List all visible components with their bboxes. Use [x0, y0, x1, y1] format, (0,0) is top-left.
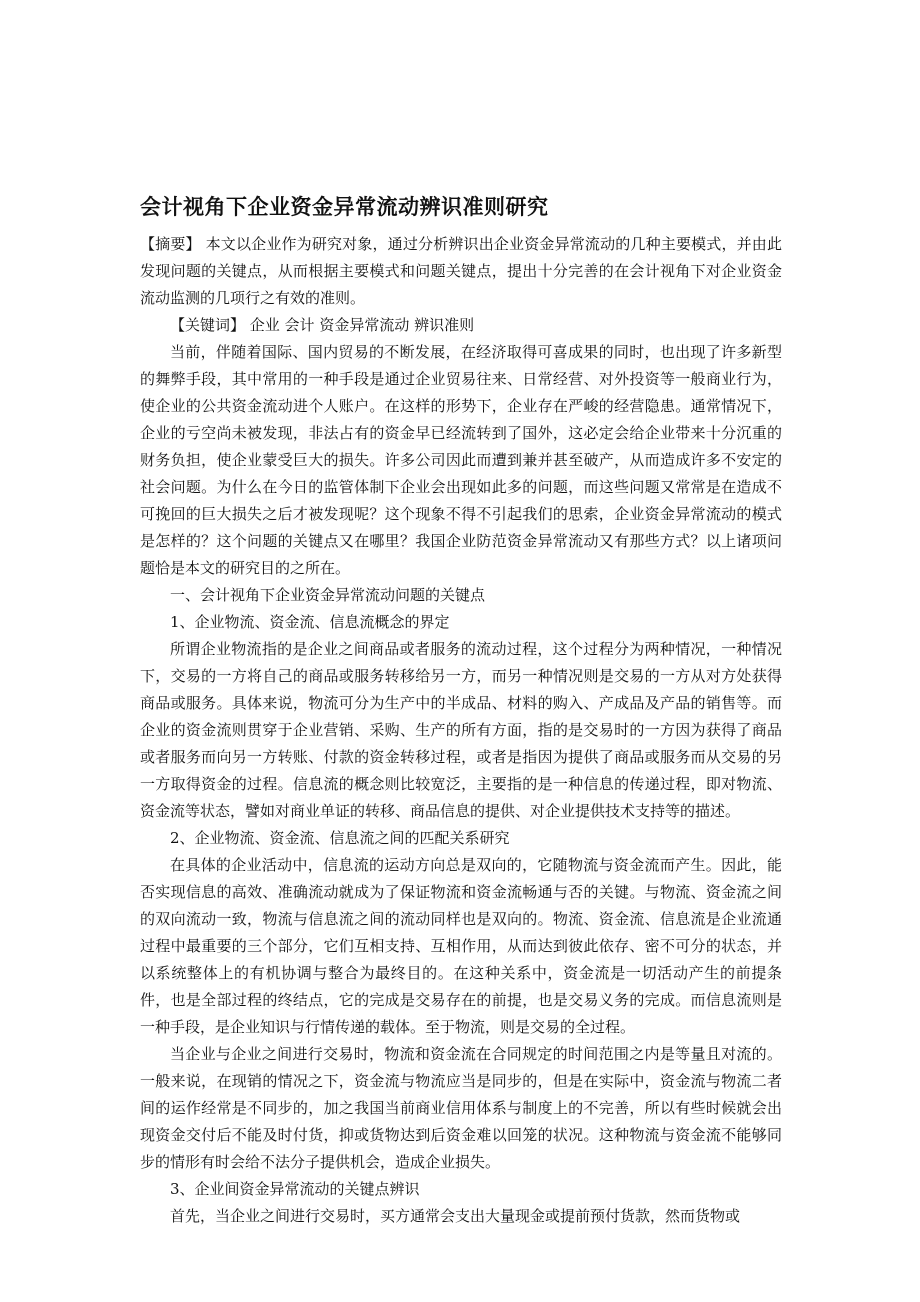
- body-paragraph-definitions: 所谓企业物流指的是企业之间商品或者服务的流动过程，这个过程分为两种情况，一种情况下，交易的一方将自己的商品或服务转移给另一方，而另一种情况则是交易的一方从对方处获得商品或服务。具体来说，物流可分为生产中的半成品、材料的购入、产成品及产品的销售等。而企业的资金流则贯穿于企业营销、采购、生产的所有方面，指的是交易时的一方因为获得了商品或者服务而向另一方转账、付款的资金转移过程，或者是指因为提供了商品或服务而从交易的另一方取得资金的过程。信息流的概念则比较宽泛，主要指的是一种信息的传递过程，即对物流、资金流等状态，譬如对商业单证的转移、商品信息的提供、对企业提供技术支持等的描述。: [140, 640, 782, 820]
- abstract-label: 【摘要】: [140, 235, 201, 253]
- section-heading-1: 一、会计视角下企业资金异常流动问题的关键点: [170, 586, 486, 604]
- document-page: [140, 192, 782, 1230]
- subsection-heading-1-3: 3、企业间资金异常流动的关键点辨识: [170, 1180, 420, 1198]
- subsection-heading-1-2: 2、企业物流、资金流、信息流之间的匹配关系研究: [170, 829, 510, 847]
- abstract-paragraph: [140, 231, 782, 312]
- keywords-line: [140, 312, 782, 339]
- abstract-text: 本文以企业作为研究对象，通过分析辨识出企业资金异常流动的几种主要模式，并由此发现问题的关键点，从而根据主要模式和问题关键点，提出十分完善的在会计视角下对企业资金流动监测的几项行之有效的准则。: [140, 235, 782, 307]
- subsection-heading-1-1: 1、企业物流、资金流、信息流概念的界定: [170, 613, 450, 631]
- intro-paragraph: 当前，伴随着国际、国内贸易的不断发展，在经济取得可喜成果的同时，也出现了许多新型的舞弊手段，其中常用的一种手段是通过企业贸易往来、日常经营、对外投资等一般商业行为，使企业的公共资金流动进个人账户。在这样的形势下，企业存在严峻的经营隐患。通常情况下，企业的亏空尚未被发现，非法占有的资金早已经流转到了国外，这必定会给企业带来十分沉重的财务负担，使企业蒙受巨大的损失。许多公司因此而遭到兼并甚至破产，从而造成许多不安定的社会问题。为什么在今日的监管体制下企业会出现如此多的问题，而这些问题又常常是在造成不可挽回的巨大损失之后才被发现呢？这个现象不得不引起我们的思索，企业资金异常流动的模式是怎样的？这个问题的关键点又在哪里？我国企业防范资金异常流动又有那些方式？以上诸项问题恰是本文的研究目的之所在。: [140, 343, 782, 577]
- body-paragraph-matching: 在具体的企业活动中，信息流的运动方向总是双向的，它随物流与资金流而产生。因此，能否实现信息的高效、准确流动就成为了保证物流和资金流畅通与否的关键。与物流、资金流之间的双向流动一致，物流与信息流之间的流动同样也是双向的。物流、资金流、信息流是企业流通过程中最重要的三个部分，它们互相支持、互相作用，从而达到彼此依存、密不可分的状态，并以系统整体上的有机协调与整合为最终目的。在这种关系中，资金流是一切活动产生的前提条件，也是全部过程的终结点，它的完成是交易存在的前提，也是交易义务的完成。而信息流则是一种手段，是企业知识与行情传递的载体。至于物流，则是交易的全过程。: [140, 856, 782, 1036]
- keywords-text: 企业 会计 资金异常流动 辨识准则: [245, 316, 475, 334]
- document-title: 会计视角下企业资金异常流动辨识准则研究: [140, 195, 549, 219]
- keywords-label: 【关键词】: [170, 316, 246, 334]
- body-paragraph-keypoints: 首先，当企业之间进行交易时，买方通常会支出大量现金或提前预付货款，然而货物或: [170, 1207, 741, 1225]
- body-paragraph-transactions: 当企业与企业之间进行交易时，物流和资金流在合同规定的时间范围之内是等量且对流的。一般来说，在现销的情况之下，资金流与物流应当是同步的，但是在实际中，资金流与物流二者间的运作经常是不同步的，加之我国当前商业信用体系与制度上的不完善，所以有些时候就会出现资金交付后不能及时付货，抑或货物达到后资金难以回笼的状况。这种物流与资金流不能够同步的情形有时会给不法分子提供机会，造成企业损失。: [140, 1045, 782, 1171]
